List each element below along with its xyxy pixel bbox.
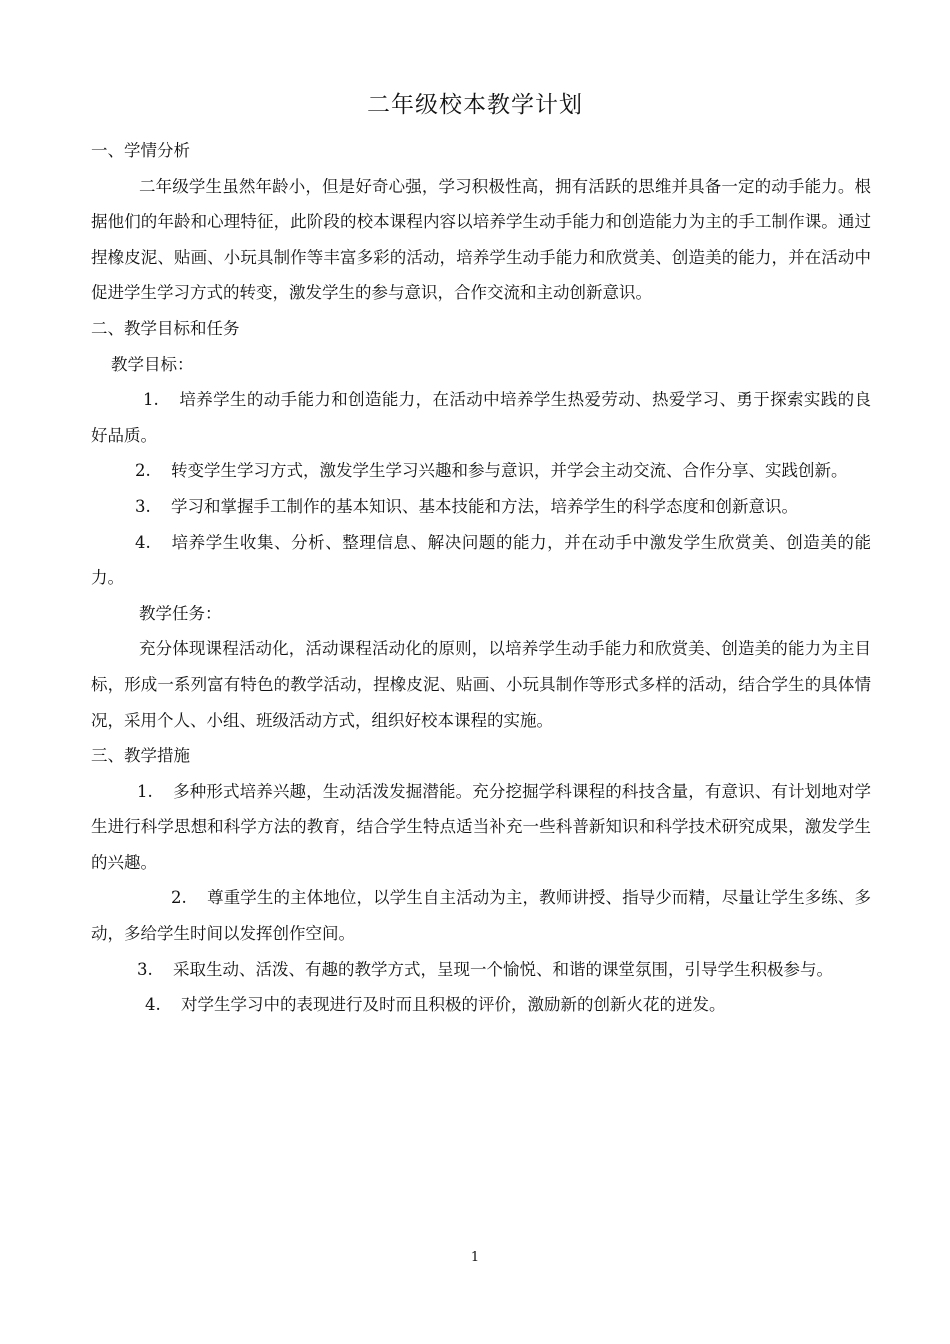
measure-text: 尊重学生的主体地位，以学生自主活动为主，教师讲授、指导少而精，尽量让学生多练、多动，多给学生时间以发挥创作空间。	[91, 888, 871, 944]
measure-text: 对学生学习中的表现进行及时而且积极的评价，激励新的创新火花的迸发。	[181, 995, 726, 1015]
analysis-paragraph: 二年级学生虽然年龄小，但是好奇心强，学习积极性高，拥有活跃的思维并具备一定的动手能力。根据他们的年龄和心理特征，此阶段的校本课程内容以培养学生动手能力和创造能力为主的手工制作课。通过捏橡皮泥、贴画、小玩具制作等丰富多彩的活动，培养学生动手能力和欣赏美、创造美的能力，并在活动中促进学生学习方式的转变，激发学生的参与意识，合作交流和主动创新意识。	[91, 176, 871, 303]
goal-number: 4.	[135, 532, 151, 552]
goal-number: 1.	[143, 390, 159, 410]
measure-item	[91, 952, 871, 988]
measure-number: 1.	[137, 781, 153, 801]
measure-number: 3.	[137, 959, 153, 979]
measure-text: 采取生动、活泼、有趣的教学方式，呈现一个愉悦、和谐的课堂氛围，引导学生积极参与。	[173, 959, 833, 979]
tasks-paragraph: 充分体现课程活动化，活动课程活动化的原则，以培养学生动手能力和欣赏美、创造美的能力为主目标，形成一系列富有特色的教学活动，捏橡皮泥、贴画、小玩具制作等形式多样的活动，结合学生的具体情况，采用个人、小组、班级活动方式，组织好校本课程的实施。	[91, 639, 871, 730]
document-body	[91, 133, 871, 1023]
goal-text: 培养学生收集、分析、整理信息、解决问题的能力，并在动手中激发学生欣赏美、创造美的能力。	[91, 532, 871, 588]
measure-item	[91, 987, 871, 1023]
page-number: 1	[470, 1250, 480, 1265]
goal-item	[91, 525, 871, 596]
goal-number: 2.	[135, 461, 151, 481]
goals-label: 教学目标：	[111, 354, 194, 374]
goal-text: 培养学生的动手能力和创造能力，在活动中培养学生热爱劳动、热爱学习、勇于探索实践的良好品质。	[91, 390, 871, 445]
goal-number: 3.	[135, 496, 151, 516]
measure-text: 多种形式培养兴趣，生动活泼发掘潜能。充分挖掘学科课程的科技含量，有意识、有计划地对学生进行科学思想和科学方法的教育，结合学生特点适当补充一些科普新知识和科学技术研究成果，激发学生的兴趣。	[91, 781, 871, 872]
measure-number: 4.	[145, 995, 161, 1015]
document-title: 二年级校本教学计划	[367, 92, 583, 118]
goal-text: 转变学生学习方式，激发学生学习兴趣和参与意识，并学会主动交流、合作分享、实践创新。	[171, 461, 848, 481]
measure-item	[91, 880, 871, 951]
section-heading-analysis: 一、学情分析	[91, 141, 190, 160]
goal-item	[91, 453, 871, 489]
tasks-label: 教学任务：	[139, 603, 222, 623]
goal-item	[91, 382, 871, 453]
section-heading-measures: 三、教学措施	[91, 746, 190, 766]
goal-item	[91, 489, 871, 525]
measure-item	[91, 774, 871, 881]
measure-number: 2.	[171, 888, 187, 908]
section-heading-goals-tasks: 二、教学目标和任务	[91, 318, 240, 338]
goal-text: 学习和掌握手工制作的基本知识、基本技能和方法，培养学生的科学态度和创新意识。	[171, 496, 798, 516]
